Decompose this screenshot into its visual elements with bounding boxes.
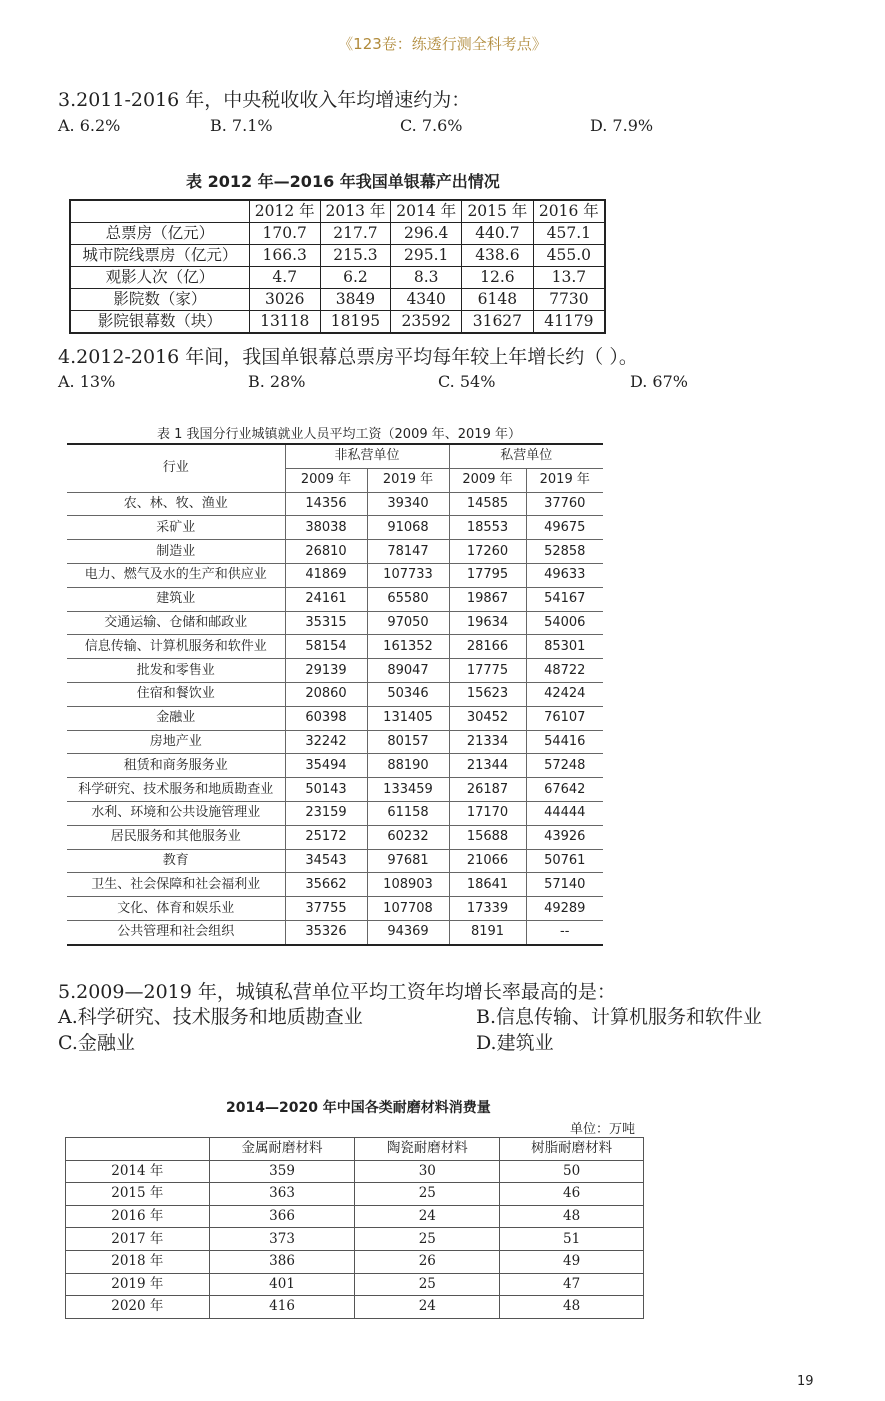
- table-cell: 35326: [285, 920, 367, 944]
- table-cell: 131405: [367, 706, 449, 730]
- table-cell: 29139: [285, 659, 367, 683]
- row-label: 农、林、牧、渔业: [67, 492, 285, 516]
- table-cell: 13118: [249, 311, 320, 334]
- table2-year-header: 2019 年: [367, 468, 449, 492]
- table-row: [66, 1160, 644, 1183]
- table-cell: 25: [355, 1228, 500, 1251]
- table2-caption: 表 1 我国分行业城镇就业人员平均工资（2009 年、2019 年）: [157, 427, 521, 442]
- table-cell: 49: [500, 1250, 644, 1273]
- table2-wages: [67, 443, 603, 946]
- table-cell: 65580: [367, 587, 449, 611]
- row-label: 卫生、社会保障和社会福利业: [67, 873, 285, 897]
- table-row: [70, 289, 605, 311]
- table-cell: 4.7: [249, 267, 320, 289]
- table-cell: 50143: [285, 778, 367, 802]
- q5-option-a: A.科学研究、技术服务和地质勘查业: [58, 1006, 363, 1028]
- row-label: 信息传输、计算机服务和软件业: [67, 635, 285, 659]
- table3-header-cell: [66, 1138, 210, 1161]
- table-cell: 14585: [449, 492, 526, 516]
- table-cell: 85301: [526, 635, 603, 659]
- table-cell: 386: [209, 1250, 355, 1273]
- table-cell: 49289: [526, 897, 603, 921]
- table3-wear-materials: [65, 1137, 644, 1319]
- row-label: 2017 年: [66, 1228, 210, 1251]
- table-row: [67, 492, 603, 516]
- table-cell: 48: [500, 1205, 644, 1228]
- table-cell: 21344: [449, 754, 526, 778]
- table-row: [67, 754, 603, 778]
- table-cell: 17339: [449, 897, 526, 921]
- table-cell: 23159: [285, 801, 367, 825]
- table-cell: 38038: [285, 516, 367, 540]
- table-cell: 161352: [367, 635, 449, 659]
- table-row: [66, 1296, 644, 1319]
- table-row: [70, 267, 605, 289]
- table-cell: 42424: [526, 682, 603, 706]
- row-label: 2016 年: [66, 1205, 210, 1228]
- table-cell: 170.7: [249, 223, 320, 245]
- table-row: [67, 825, 603, 849]
- row-label: 总票房（亿元）: [70, 223, 249, 245]
- table-row: [67, 920, 603, 944]
- table-cell: 20860: [285, 682, 367, 706]
- table-cell: 26: [355, 1250, 500, 1273]
- table1-header-cell: 2013 年: [320, 200, 391, 223]
- table-row: [67, 897, 603, 921]
- table-cell: 49675: [526, 516, 603, 540]
- table-cell: 8.3: [391, 267, 462, 289]
- table-cell: 41179: [533, 311, 605, 334]
- table-cell: 15688: [449, 825, 526, 849]
- table-cell: 25: [355, 1273, 500, 1296]
- table-cell: 97050: [367, 611, 449, 635]
- table-cell: 17170: [449, 801, 526, 825]
- row-label: 电力、燃气及水的生产和供应业: [67, 563, 285, 587]
- table-cell: 215.3: [320, 245, 391, 267]
- table-cell: 24161: [285, 587, 367, 611]
- row-label: 采矿业: [67, 516, 285, 540]
- table-cell: 97681: [367, 849, 449, 873]
- row-label: 影院银幕数（块）: [70, 311, 249, 334]
- table-cell: 363: [209, 1183, 355, 1206]
- table-cell: 15623: [449, 682, 526, 706]
- table-cell: 133459: [367, 778, 449, 802]
- table-cell: 34543: [285, 849, 367, 873]
- table-cell: 35494: [285, 754, 367, 778]
- table-cell: 35662: [285, 873, 367, 897]
- table-row: [67, 563, 603, 587]
- table-cell: 41869: [285, 563, 367, 587]
- q3-option-d: D. 7.9%: [590, 116, 654, 135]
- table-cell: 18641: [449, 873, 526, 897]
- row-label: 2020 年: [66, 1296, 210, 1319]
- table-cell: 51: [500, 1228, 644, 1251]
- table-row: [67, 801, 603, 825]
- table3-unit: 单位：万吨: [570, 1122, 636, 1137]
- table-row: [67, 635, 603, 659]
- table-cell: 54006: [526, 611, 603, 635]
- row-label: 租赁和商务服务业: [67, 754, 285, 778]
- table-cell: 24: [355, 1296, 500, 1319]
- table-cell: 416: [209, 1296, 355, 1319]
- table-cell: 50761: [526, 849, 603, 873]
- table-cell: 35315: [285, 611, 367, 635]
- row-label: 科学研究、技术服务和地质勘查业: [67, 778, 285, 802]
- table-cell: 88190: [367, 754, 449, 778]
- table1-header-cell: 2012 年: [249, 200, 320, 223]
- table1-caption: 表 2012 年—2016 年我国单银幕产出情况: [186, 172, 500, 191]
- table-cell: 18553: [449, 516, 526, 540]
- table-cell: 54416: [526, 730, 603, 754]
- table3-header-cell: 树脂耐磨材料: [500, 1138, 644, 1161]
- row-label: 住宿和餐饮业: [67, 682, 285, 706]
- row-label: 水利、环境和公共设施管理业: [67, 801, 285, 825]
- table3-caption: 2014—2020 年中国各类耐磨材料消费量: [226, 1100, 491, 1116]
- table-cell: 28166: [449, 635, 526, 659]
- table-cell: 296.4: [391, 223, 462, 245]
- q4-option-b: B. 28%: [248, 372, 306, 391]
- row-label: 2014 年: [66, 1160, 210, 1183]
- table2-year-header: 2009 年: [449, 468, 526, 492]
- table-cell: 67642: [526, 778, 603, 802]
- table-row: [67, 611, 603, 635]
- table-cell: 52858: [526, 540, 603, 564]
- table-cell: 17260: [449, 540, 526, 564]
- row-label: 城市院线票房（亿元）: [70, 245, 249, 267]
- table-cell: 17795: [449, 563, 526, 587]
- table-cell: 359: [209, 1160, 355, 1183]
- table-cell: 24: [355, 1205, 500, 1228]
- page-number: 19: [797, 1374, 814, 1389]
- table-cell: 39340: [367, 492, 449, 516]
- table3-header-cell: 金属耐磨材料: [209, 1138, 355, 1161]
- table-cell: 8191: [449, 920, 526, 944]
- table-cell: 7730: [533, 289, 605, 311]
- table2-industry-header: 行业: [67, 444, 285, 492]
- table-cell: 60398: [285, 706, 367, 730]
- table-row: [67, 540, 603, 564]
- table-row: [70, 223, 605, 245]
- table-cell: 440.7: [462, 223, 534, 245]
- row-label: 金融业: [67, 706, 285, 730]
- table-cell: 37755: [285, 897, 367, 921]
- table-cell: 30: [355, 1160, 500, 1183]
- row-label: 房地产业: [67, 730, 285, 754]
- table-row: [67, 730, 603, 754]
- table-cell: 32242: [285, 730, 367, 754]
- table-row: [67, 849, 603, 873]
- table-cell: 19634: [449, 611, 526, 635]
- table-cell: 49633: [526, 563, 603, 587]
- table-row: [66, 1250, 644, 1273]
- table-cell: 60232: [367, 825, 449, 849]
- table3-header-cell: 陶瓷耐磨材料: [355, 1138, 500, 1161]
- row-label: 居民服务和其他服务业: [67, 825, 285, 849]
- table-cell: 6148: [462, 289, 534, 311]
- table-cell: 166.3: [249, 245, 320, 267]
- row-label: 2015 年: [66, 1183, 210, 1206]
- table-cell: 295.1: [391, 245, 462, 267]
- table-cell: 26810: [285, 540, 367, 564]
- table-cell: 91068: [367, 516, 449, 540]
- row-label: 2018 年: [66, 1250, 210, 1273]
- table-cell: 17775: [449, 659, 526, 683]
- table-cell: 13.7: [533, 267, 605, 289]
- row-label: 批发和零售业: [67, 659, 285, 683]
- q4-option-a: A. 13%: [58, 372, 116, 391]
- table-cell: 94369: [367, 920, 449, 944]
- table-row: [66, 1273, 644, 1296]
- table-cell: 373: [209, 1228, 355, 1251]
- table1-header-row: [70, 200, 605, 223]
- book-header: 《123卷：练透行测全科考点》: [338, 35, 547, 53]
- table-cell: 44444: [526, 801, 603, 825]
- table-cell: 61158: [367, 801, 449, 825]
- table-cell: 48722: [526, 659, 603, 683]
- table-cell: 18195: [320, 311, 391, 334]
- table-cell: 6.2: [320, 267, 391, 289]
- row-label: 2019 年: [66, 1273, 210, 1296]
- table-cell: 26187: [449, 778, 526, 802]
- question-5: 5.2009—2019 年，城镇私营单位平均工资年均增长率最高的是：: [58, 981, 616, 1003]
- row-label: 文化、体育和娱乐业: [67, 897, 285, 921]
- table-cell: 107708: [367, 897, 449, 921]
- row-label: 公共管理和社会组织: [67, 920, 285, 944]
- table-cell: 89047: [367, 659, 449, 683]
- table1-header-cell: 2015 年: [462, 200, 534, 223]
- table-row: [67, 778, 603, 802]
- table-cell: 366: [209, 1205, 355, 1228]
- table1-header-cell: [70, 200, 249, 223]
- table-cell: 19867: [449, 587, 526, 611]
- table-cell: 14356: [285, 492, 367, 516]
- table-cell: 4340: [391, 289, 462, 311]
- table-cell: 37760: [526, 492, 603, 516]
- table2-group-header: 私营单位: [449, 444, 603, 468]
- table-cell: 58154: [285, 635, 367, 659]
- table-cell: 21334: [449, 730, 526, 754]
- table-row: [66, 1205, 644, 1228]
- row-label: 建筑业: [67, 587, 285, 611]
- table-cell: 31627: [462, 311, 534, 334]
- table-cell: 108903: [367, 873, 449, 897]
- table-cell: 401: [209, 1273, 355, 1296]
- table-cell: 50: [500, 1160, 644, 1183]
- table-cell: 48: [500, 1296, 644, 1319]
- row-label: 交通运输、仓储和邮政业: [67, 611, 285, 635]
- q3-option-b: B. 7.1%: [210, 116, 273, 135]
- row-label: 教育: [67, 849, 285, 873]
- table-cell: --: [526, 920, 603, 944]
- table-cell: 57140: [526, 873, 603, 897]
- table-cell: 457.1: [533, 223, 605, 245]
- table-cell: 25: [355, 1183, 500, 1206]
- table-cell: 57248: [526, 754, 603, 778]
- table-cell: 25172: [285, 825, 367, 849]
- q4-option-d: D. 67%: [630, 372, 688, 391]
- table1-box-office: [69, 199, 606, 334]
- table-cell: 80157: [367, 730, 449, 754]
- table-cell: 54167: [526, 587, 603, 611]
- table-cell: 107733: [367, 563, 449, 587]
- table-cell: 3849: [320, 289, 391, 311]
- table2-group-header-row: [67, 444, 603, 468]
- table-cell: 438.6: [462, 245, 534, 267]
- row-label: 制造业: [67, 540, 285, 564]
- table-cell: 23592: [391, 311, 462, 334]
- table-cell: 46: [500, 1183, 644, 1206]
- q5-option-d: D.建筑业: [476, 1032, 554, 1054]
- row-label: 影院数（家）: [70, 289, 249, 311]
- table-cell: 43926: [526, 825, 603, 849]
- table-cell: 455.0: [533, 245, 605, 267]
- table-cell: 50346: [367, 682, 449, 706]
- table-row: [67, 706, 603, 730]
- row-label: 观影人次（亿）: [70, 267, 249, 289]
- table-row: [67, 873, 603, 897]
- table-cell: 47: [500, 1273, 644, 1296]
- table3-header-row: [66, 1138, 644, 1161]
- table-row: [67, 682, 603, 706]
- table-row: [67, 659, 603, 683]
- table-cell: 78147: [367, 540, 449, 564]
- question-3: 3.2011-2016 年，中央税收收入年均增速约为：: [58, 89, 471, 111]
- q4-option-c: C. 54%: [438, 372, 496, 391]
- table-cell: 3026: [249, 289, 320, 311]
- table1-header-cell: 2014 年: [391, 200, 462, 223]
- table-cell: 217.7: [320, 223, 391, 245]
- question-4: 4.2012-2016 年间，我国单银幕总票房平均每年较上年增长约（ ）。: [58, 346, 638, 368]
- table-row: [67, 516, 603, 540]
- table2-group-header: 非私营单位: [285, 444, 449, 468]
- table-row: [70, 311, 605, 334]
- table-row: [66, 1183, 644, 1206]
- table2-year-header: 2009 年: [285, 468, 367, 492]
- q3-option-a: A. 6.2%: [58, 116, 121, 135]
- q5-option-b: B.信息传输、计算机服务和软件业: [476, 1006, 763, 1028]
- table-cell: 12.6: [462, 267, 534, 289]
- q3-option-c: C. 7.6%: [400, 116, 463, 135]
- table-row: [66, 1228, 644, 1251]
- table-row: [70, 245, 605, 267]
- table-cell: 21066: [449, 849, 526, 873]
- table2-year-header: 2019 年: [526, 468, 603, 492]
- table-cell: 76107: [526, 706, 603, 730]
- table-cell: 30452: [449, 706, 526, 730]
- table1-header-cell: 2016 年: [533, 200, 605, 223]
- table-row: [67, 587, 603, 611]
- q5-option-c: C.金融业: [58, 1032, 135, 1054]
